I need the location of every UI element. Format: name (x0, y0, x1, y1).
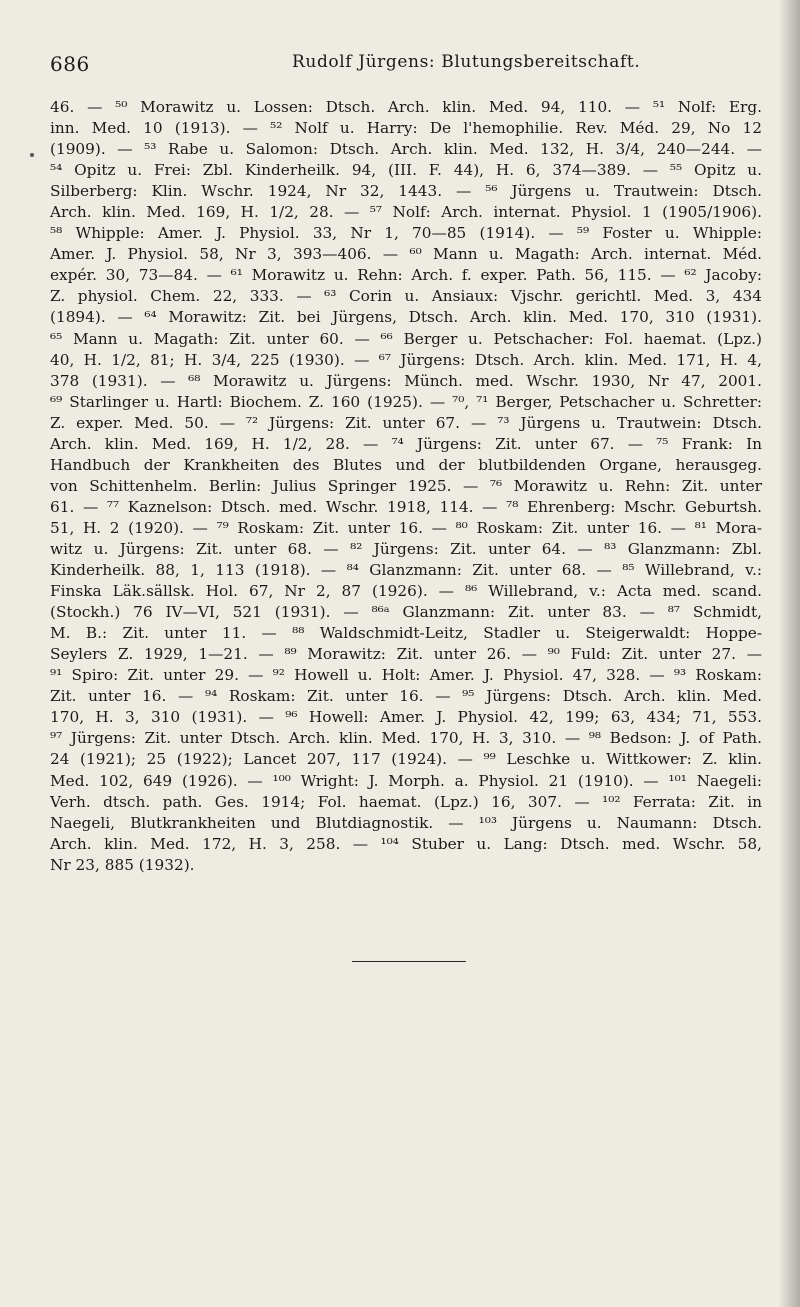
reference-line: expér. 30, 73—84. — ⁶¹ Morawitz u. Rehn: Arch. f. exper. Path. 56, 115. — ⁶² Jacoby: (50, 266, 762, 285)
reference-line: Arch. klin. Med. 172, H. 3, 258. — ¹⁰⁴ Stuber u. Lang: Dtsch. med. Wschr. 58, (50, 834, 762, 853)
reference-line: Handbuch der Krankheiten des Blutes und der blutbildenden Organe, herausgeg. (50, 455, 762, 474)
reference-line: ⁶⁹ Starlinger u. Hartl: Biochem. Z. 160 (1925). — ⁷⁰, ⁷¹ Berger, Petschacher u. Schretter: (50, 392, 762, 411)
reference-line: Arch. klin. Med. 169, H. 1/2, 28. — ⁵⁷ Nolf: Arch. internat. Physiol. 1 (1905/1906). (50, 203, 762, 222)
reference-line: ⁹⁷ Jürgens: Zit. unter Dtsch. Arch. klin. Med. 170, H. 3, 310. — ⁹⁸ Bedson: J. of Path. (50, 729, 762, 748)
reference-line: 46. — ⁵⁰ Morawitz u. Lossen: Dtsch. Arch. klin. Med. 94, 110. — ⁵¹ Nolf: Erg. (50, 98, 762, 116)
running-title: Rudolf Jürgens: Blutungsbereitschaft. (292, 52, 641, 72)
reference-line: Zit. unter 16. — ⁹⁴ Roskam: Zit. unter 16. — ⁹⁵ Jürgens: Dtsch. Arch. klin. Med. (50, 687, 762, 706)
page-number: 686 (50, 52, 90, 76)
reference-line: 61. — ⁷⁷ Kaznelson: Dtsch. med. Wschr. 1918, 114. — ⁷⁸ Ehrenberg: Mschr. Geburtsh. (50, 497, 762, 516)
reference-line: Amer. J. Physiol. 58, Nr 3, 393—406. — ⁶⁰ Mann u. Magath: Arch. internat. Méd. (50, 245, 762, 264)
reference-line: von Schittenhelm. Berlin: Julius Springer 1925. — ⁷⁶ Morawitz u. Rehn: Zit. unter (50, 476, 762, 495)
reference-line: Med. 102, 649 (1926). — ¹⁰⁰ Wright: J. Morph. a. Physiol. 21 (1910). — ¹⁰¹ Naegeli: (50, 771, 762, 790)
reference-line: Seylers Z. 1929, 1—21. — ⁸⁹ Morawitz: Zit. unter 26. — ⁹⁰ Fuld: Zit. unter 27. — (50, 645, 762, 664)
reference-line: 378 (1931). — ⁶⁸ Morawitz u. Jürgens: Münch. med. Wschr. 1930, Nr 47, 2001. (50, 371, 762, 390)
reference-line: Silberberg: Klin. Wschr. 1924, Nr 32, 1443. — ⁵⁶ Jürgens u. Trautwein: Dtsch. (50, 182, 762, 201)
margin-mark (30, 153, 34, 157)
section-end-rule (352, 961, 466, 962)
reference-line: ⁹¹ Spiro: Zit. unter 29. — ⁹² Howell u. Holt: Amer. J. Physiol. 47, 328. — ⁹³ Roskam: (50, 666, 762, 685)
reference-line: (Stockh.) 76 IV—VI, 521 (1931). — ⁸⁶ᵃ Glanzmann: Zit. unter 83. — ⁸⁷ Schmidt, (50, 603, 762, 622)
reference-line: Z. exper. Med. 50. — ⁷² Jürgens: Zit. unter 67. — ⁷³ Jürgens u. Trautwein: Dtsch. (50, 413, 762, 432)
reference-line: 40, H. 1/2, 81; H. 3/4, 225 (1930). — ⁶⁷ Jürgens: Dtsch. Arch. klin. Med. 171, H. 4, (50, 350, 762, 369)
reference-line: ⁵⁸ Whipple: Amer. J. Physiol. 33, Nr 1, 70—85 (1914). — ⁵⁹ Foster u. Whipple: (50, 224, 762, 243)
reference-line: Arch. klin. Med. 169, H. 1/2, 28. — ⁷⁴ Jürgens: Zit. unter 67. — ⁷⁵ Frank: In (50, 434, 762, 453)
reference-line: Finska Läk.sällsk. Hol. 67, Nr 2, 87 (1926). — ⁸⁶ Willebrand, v.: Acta med. scand. (50, 582, 762, 601)
reference-line: Verh. dtsch. path. Ges. 1914; Fol. haemat. (Lpz.) 16, 307. — ¹⁰² Ferrata: Zit. in (50, 792, 762, 811)
reference-list (50, 97, 762, 876)
reference-line: M. B.: Zit. unter 11. — ⁸⁸ Waldschmidt-Leitz, Stadler u. Steigerwaldt: Hoppe- (50, 624, 762, 643)
reference-line: ⁶⁵ Mann u. Magath: Zit. unter 60. — ⁶⁶ Berger u. Petschacher: Fol. haemat. (Lpz.) (50, 329, 762, 348)
reference-line: 51, H. 2 (1920). — ⁷⁹ Roskam: Zit. unter 16. — ⁸⁰ Roskam: Zit. unter 16. — ⁸¹ Mora- (50, 518, 762, 537)
reference-line: inn. Med. 10 (1913). — ⁵² Nolf u. Harry: De l'hemophilie. Rev. Méd. 29, No 12 (50, 119, 762, 138)
reference-line: ⁵⁴ Opitz u. Frei: Zbl. Kinderheilk. 94, (III. F. 44), H. 6, 374—389. — ⁵⁵ Opitz u. (50, 161, 762, 180)
reference-line: Kinderheilk. 88, 1, 113 (1918). — ⁸⁴ Glanzmann: Zit. unter 68. — ⁸⁵ Willebrand, v.: (50, 561, 762, 580)
reference-line: (1909). — ⁵³ Rabe u. Salomon: Dtsch. Arch. klin. Med. 132, H. 3/4, 240—244. — (50, 140, 762, 159)
page-header (50, 52, 750, 76)
reference-line: witz u. Jürgens: Zit. unter 68. — ⁸² Jürgens: Zit. unter 64. — ⁸³ Glanzmann: Zbl. (50, 539, 762, 558)
reference-line: 170, H. 3, 310 (1931). — ⁹⁶ Howell: Amer. J. Physiol. 42, 199; 63, 434; 71, 553. (50, 708, 762, 727)
reference-line: Nr 23, 885 (1932). (50, 855, 195, 874)
reference-line: 24 (1921); 25 (1922); Lancet 207, 117 (1924). — ⁹⁹ Leschke u. Wittkower: Z. klin. (50, 750, 762, 769)
reference-line: (1894). — ⁶⁴ Morawitz: Zit. bei Jürgens, Dtsch. Arch. klin. Med. 170, 310 (1931). (50, 308, 762, 327)
reference-line: Naegeli, Blutkrankheiten und Blutdiagnostik. — ¹⁰³ Jürgens u. Naumann: Dtsch. (50, 813, 762, 832)
page-edge-shadow (778, 0, 800, 1307)
reference-line: Z. physiol. Chem. 22, 333. — ⁶³ Corin u. Ansiaux: Vjschr. gerichtl. Med. 3, 434 (50, 287, 762, 306)
